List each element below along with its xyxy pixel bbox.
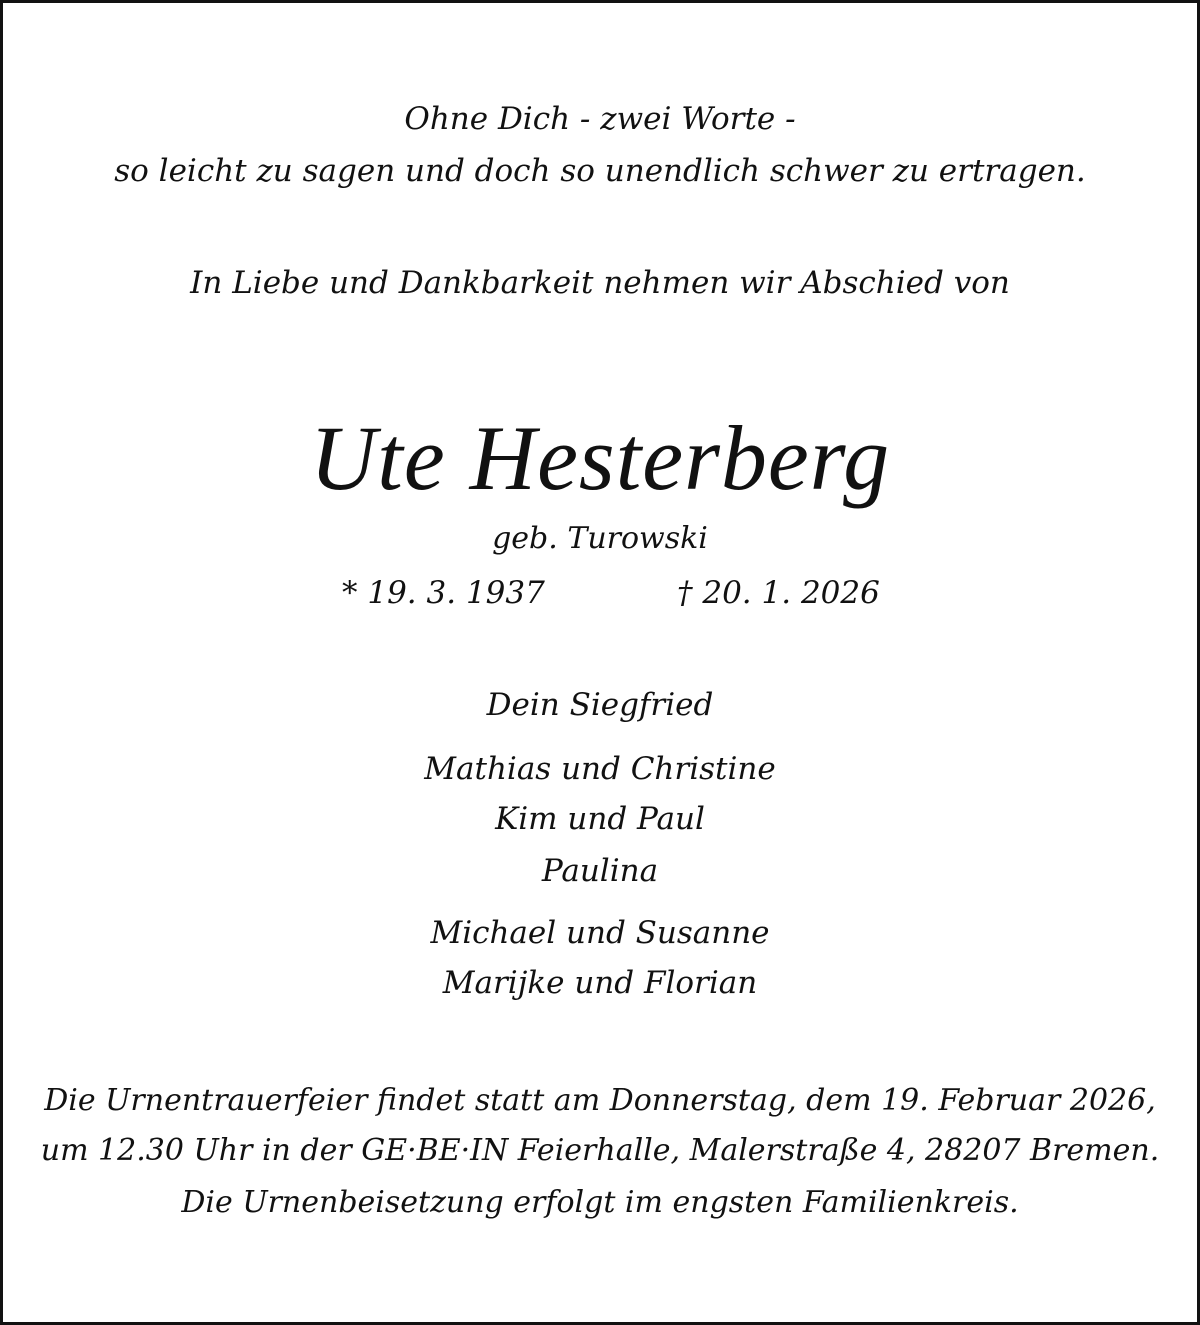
mourner-line: Paulina	[541, 853, 659, 889]
life-dates	[0, 575, 1200, 618]
ceremony-details-line-1: Die Urnentrauerfeier findet statt am Donnerstag, dem 19. Februar 2026,	[44, 1083, 1156, 1118]
mourner-line: Michael und Susanne	[430, 915, 770, 951]
mourner-line: Mathias und Christine	[424, 751, 776, 787]
deceased-name: Ute Hesterberg	[309, 407, 891, 509]
burial-note: Die Urnenbeisetzung erfolgt im engsten Familienkreis.	[181, 1185, 1019, 1220]
quote-line-1: Ohne Dich - zwei Worte -	[404, 101, 796, 137]
birth-date: * 19. 3. 1937	[342, 575, 545, 611]
death-date: † 20. 1. 2026	[677, 575, 880, 611]
mourner-line: Marijke und Florian	[442, 965, 758, 1001]
quote-line-2: so leicht zu sagen und doch so unendlich schwer zu ertragen.	[114, 153, 1086, 189]
mourner-line: Kim und Paul	[495, 801, 705, 837]
farewell-intro: In Liebe und Dankbarkeit nehmen wir Abschied von	[190, 265, 1010, 301]
mourner-line: Dein Siegfried	[486, 687, 714, 723]
maiden-name: geb. Turowski	[492, 521, 708, 556]
ceremony-details-line-2: um 12.30 Uhr in der GE·BE·IN Feierhalle, Malerstraße 4, 28207 Bremen.	[40, 1133, 1160, 1168]
